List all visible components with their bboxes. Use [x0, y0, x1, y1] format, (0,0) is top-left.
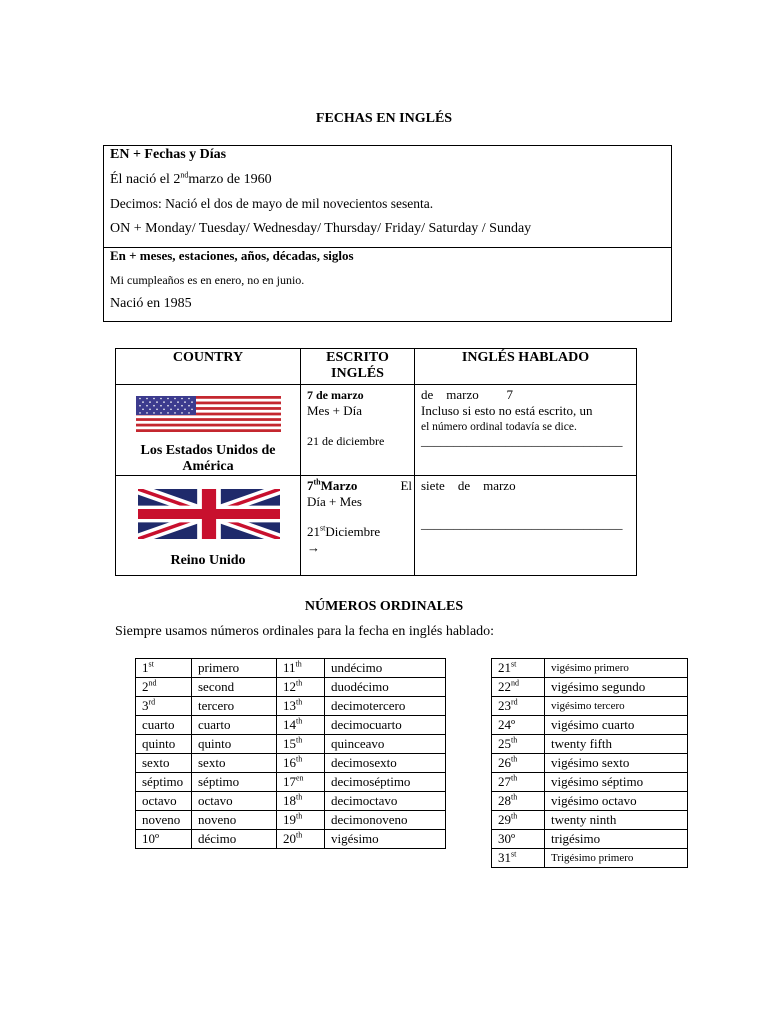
- column-gap: [446, 697, 492, 716]
- uk-spoken-cell: [415, 476, 637, 576]
- on-days-line: ON + Monday/ Tuesday/ Wednesday/ Thursday/ Friday/ Saturday / Sunday: [110, 221, 532, 236]
- ordinal-word: vigésimo: [325, 830, 446, 849]
- column-gap: [446, 773, 492, 792]
- ordinal-row: [136, 678, 688, 697]
- ordinal-word: decimotercero: [325, 697, 446, 716]
- column-gap: [446, 659, 492, 678]
- ordinal-number: 19th: [277, 811, 325, 830]
- ordinal-word: decimoséptimo: [325, 773, 446, 792]
- empty-cell: [136, 849, 192, 868]
- ordinal-number: séptimo: [136, 773, 192, 792]
- ordinal-word: vigésimo segundo: [545, 678, 688, 697]
- ordinal-word: tercero: [192, 697, 277, 716]
- ordinal-word: octavo: [192, 792, 277, 811]
- usa-spoken-line4: _______________________________: [421, 433, 623, 448]
- ordinal-word: vigésimo primero: [545, 659, 688, 678]
- ordinal-word: quinceavo: [325, 735, 446, 754]
- example-born: Él nació el 2ndmarzo de 1960: [110, 170, 272, 187]
- ordinal-word: vigésimo séptimo: [545, 773, 688, 792]
- ordinal-word: primero: [192, 659, 277, 678]
- ordinal-word: vigésimo cuarto: [545, 716, 688, 735]
- ordinal-number: 11th: [277, 659, 325, 678]
- ordinal-word: decimoctavo: [325, 792, 446, 811]
- ordinal-word: decimosexto: [325, 754, 446, 773]
- ordinal-row: [136, 811, 688, 830]
- ordinal-word: séptimo: [192, 773, 277, 792]
- ordinal-number: sexto: [136, 754, 192, 773]
- ordinal-word: twenty fifth: [545, 735, 688, 754]
- ordinal-number: 12th: [277, 678, 325, 697]
- uk-written-line2: Día + Mes: [307, 494, 362, 509]
- ordinal-word: decimocuarto: [325, 716, 446, 735]
- ordinal-number: cuarto: [136, 716, 192, 735]
- ordinal-number: 30º: [492, 830, 545, 849]
- header-written: ESCRITO INGLÉS: [301, 349, 415, 385]
- usa-written-line3: 21 de diciembre: [307, 434, 385, 448]
- ordinal-word: decimonoveno: [325, 811, 446, 830]
- ordinal-row: [136, 716, 688, 735]
- uk-name: Reino Unido: [170, 553, 246, 568]
- ordinal-word: vigésimo octavo: [545, 792, 688, 811]
- ordinal-number: 18th: [277, 792, 325, 811]
- ordinal-word: twenty ninth: [545, 811, 688, 830]
- ordinal-number: 28th: [492, 792, 545, 811]
- usa-country-cell: [116, 385, 301, 476]
- column-gap: [446, 754, 492, 773]
- column-gap: [446, 716, 492, 735]
- usa-flag-icon: [136, 396, 281, 432]
- uk-spoken-line2: _______________________________: [421, 516, 623, 531]
- ordinal-number: 3rd: [136, 697, 192, 716]
- ordinal-word: sexto: [192, 754, 277, 773]
- usa-spoken-line3: el número ordinal todavía se dice.: [421, 421, 577, 433]
- ordinals-table: [135, 658, 688, 868]
- ordinal-number: octavo: [136, 792, 192, 811]
- country-header-row: [116, 349, 637, 385]
- example-1985: Nació en 1985: [110, 296, 192, 311]
- country-table: [115, 348, 637, 576]
- usa-spoken-cell: [415, 385, 637, 476]
- ordinal-number: 29th: [492, 811, 545, 830]
- ordinal-word: vigésimo tercero: [545, 697, 688, 716]
- ordinal-number: 15th: [277, 735, 325, 754]
- ordinal-row: [136, 792, 688, 811]
- column-gap: [446, 849, 492, 868]
- uk-flag-icon: [138, 489, 280, 539]
- ordinal-word: noveno: [192, 811, 277, 830]
- header-country: COUNTRY: [116, 349, 301, 385]
- arrow-icon: →: [307, 540, 320, 555]
- ordinal-number: 31st: [492, 849, 545, 868]
- usa-row: [116, 385, 637, 476]
- ordinals-intro: Siempre usamos números ordinales para la fecha en inglés hablado:: [115, 624, 495, 639]
- usa-name: Los Estados Unidos de América: [140, 443, 276, 474]
- uk-written-line3: 21stDiciembre: [307, 523, 381, 539]
- ordinal-number: 21st: [492, 659, 545, 678]
- ordinal-word: undécimo: [325, 659, 446, 678]
- empty-cell: [325, 849, 446, 868]
- column-gap: [446, 678, 492, 697]
- ordinal-number: 23rd: [492, 697, 545, 716]
- uk-spoken-line1: siete de marzo: [421, 478, 516, 493]
- empty-cell: [192, 849, 277, 868]
- usa-written-line1: 7 de marzo 7: [307, 387, 513, 402]
- ordinal-word: second: [192, 678, 277, 697]
- ordinal-word: duodécimo: [325, 678, 446, 697]
- page-title: FECHAS EN INGLÉS: [315, 111, 453, 126]
- column-gap: [446, 811, 492, 830]
- ordinal-number: 26th: [492, 754, 545, 773]
- en-months-heading: En + meses, estaciones, años, décadas, siglos: [110, 248, 354, 263]
- ordinal-row: [136, 697, 688, 716]
- ordinal-word: cuarto: [192, 716, 277, 735]
- header-spoken: INGLÉS HABLADO: [415, 349, 637, 385]
- uk-country-cell: [116, 476, 301, 576]
- usa-spoken-line2: Incluso si esto no está escrito, un: [421, 403, 593, 418]
- ordinal-number: 25th: [492, 735, 545, 754]
- ordinal-word: Trigésimo primero: [545, 849, 688, 868]
- ordinal-number: 24º: [492, 716, 545, 735]
- ordinal-row: [136, 849, 688, 868]
- ordinal-word: trigésimo: [545, 830, 688, 849]
- column-gap: [446, 792, 492, 811]
- column-gap: [446, 830, 492, 849]
- ordinal-number: 2nd: [136, 678, 192, 697]
- ordinal-number: 16th: [277, 754, 325, 773]
- example-birthday: Mi cumpleaños es en enero, no en junio.: [110, 273, 305, 287]
- ordinals-title: NÚMEROS ORDINALES: [304, 599, 464, 614]
- ordinal-number: $17^{en}$: [277, 773, 325, 792]
- ordinal-word: décimo: [192, 830, 277, 849]
- ordinal-word: vigésimo sexto: [545, 754, 688, 773]
- usa-written-line2: Mes + Día: [307, 403, 362, 418]
- uk-written-line1: 7thMarzo El: [307, 477, 412, 493]
- ordinal-number: 14th: [277, 716, 325, 735]
- ordinal-row: [136, 659, 688, 678]
- ordinal-row: [136, 773, 688, 792]
- usa-spoken-line1: de marzo: [421, 387, 479, 402]
- column-gap: [446, 735, 492, 754]
- en-dates-heading: EN + Fechas y Días: [110, 147, 227, 162]
- ordinal-number: 20th: [277, 830, 325, 849]
- ordinal-row: [136, 830, 688, 849]
- ordinal-number: quinto: [136, 735, 192, 754]
- ordinal-number: 13th: [277, 697, 325, 716]
- example-decimos: Decimos: Nació el dos de mayo de mil novecientos sesenta.: [110, 196, 434, 211]
- en-rules-box: [103, 145, 672, 322]
- ordinal-number: 10º: [136, 830, 192, 849]
- ordinal-word: quinto: [192, 735, 277, 754]
- uk-row: [116, 476, 637, 576]
- ordinal-row: [136, 735, 688, 754]
- ordinal-number: 1st: [136, 659, 192, 678]
- ordinal-number: 27th: [492, 773, 545, 792]
- ordinal-number: 22nd: [492, 678, 545, 697]
- uk-written-cell: [301, 476, 415, 576]
- empty-cell: [277, 849, 325, 868]
- ordinal-row: [136, 754, 688, 773]
- ordinal-number: noveno: [136, 811, 192, 830]
